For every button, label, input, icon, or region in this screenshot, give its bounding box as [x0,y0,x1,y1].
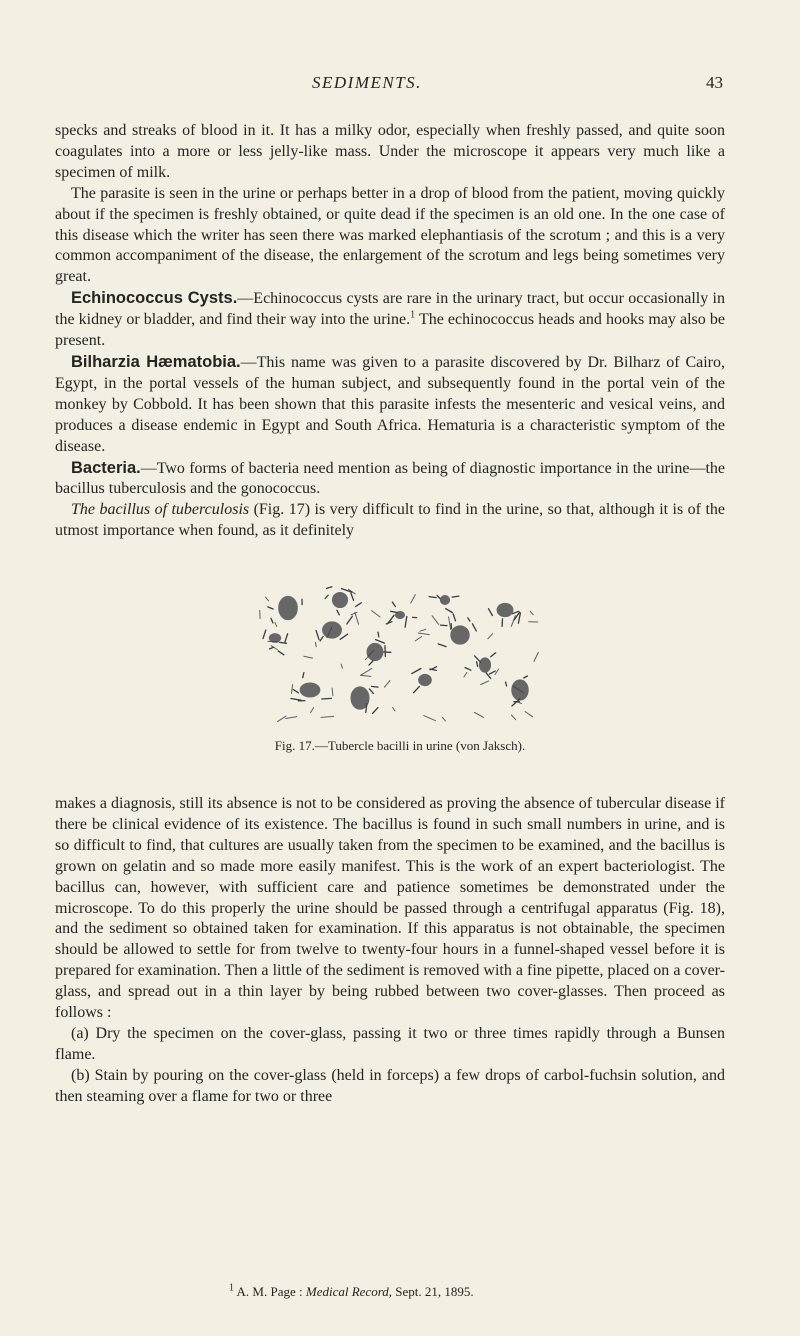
bacillus-rod [464,673,467,678]
bacillus-rod [322,698,332,699]
bacillus-rod [285,634,288,642]
paragraph-bilharzia: Bilharzia Hæmatobia.—This name was given to a parasite discovered by Dr. Bilharz of Cairo, Egypt, in the portal vessels of the human subject, and subsequently found in the portal vein of the monkey by Cobbold. It has been shown that this parasite infests the mesenteric and vesical veins, and produces a disease endemic in Egypt and South Africa. Hematuria is a characteristic symptom of the disease. [55,352,726,455]
bacillus-rod [429,597,436,598]
bacillus-rod [534,652,538,661]
cell-clump [323,622,342,638]
bacillus-rod [442,717,445,721]
paragraph: makes a diagnosis, still its absence is not to be considered as proving the absence of tubercular disease if there be clinical evidence of its existence. The bacillus is found in such small numbers in urine, and is so difficult to find, that cultures are usually taken from the specimen to be examined, and the bacillus is grown on gelatin and so made more easily manifest. This is the work of an expert bacteriologist. The bacillus can, however, with sufficient care and patience sometimes be demonstrated under the microscope. To do this properly the urine should be passed through a centrifugal apparatus (Fig. 18), and the sediment so obtained taken for examination. If this apparatus is not obtainable, the specimen should be allowed to settle for from twelve to twenty-four hours in a funnel-shaped vessel before it is prepared for examination. Then a little of the sediment is removed with a fine pipette, placed on a cover-glass, and spread out in a thin layer by being rubbed between two cover-glasses. Then proceed as follows : [55,795,725,1022]
bacillus-rod [465,668,471,671]
bacillus-rod [481,681,489,685]
bacillus-rod [275,622,277,626]
bacillus-rod [265,597,268,601]
bacillus-rod [268,641,278,642]
bacillus-rod [280,642,287,643]
bacillus-rod [488,634,493,639]
figure-caption: Fig. 17.—Tubercle bacilli in urine (von Jaksch). [274,738,526,753]
bacillus-rod [325,595,328,598]
bacillus-rod [351,612,357,615]
bacillus-rod [438,644,446,647]
page-header [0,73,800,97]
bacillus-rod [373,708,379,714]
footnote-ref: 1 [410,309,416,321]
section-heading: Bacteria. [71,458,141,477]
bacillus-rod [468,618,470,621]
cell-clump [440,596,449,605]
bacillus-rod [530,611,533,615]
cell-clump [332,592,347,607]
bacillus-rod [372,611,381,617]
body-text-top [55,121,725,542]
bacillus-rod [321,716,334,717]
section-heading: Echinococcus Cysts. [71,289,238,308]
bacillus-rod [424,716,436,721]
bacillus-rod [278,716,287,722]
bacillus-rod [392,602,395,607]
bacillus-rod [384,680,390,687]
bacillus-rod [286,717,297,719]
paragraph-step-b: (b) Stain by pouring on the cover-glass (held in forceps) a few drops of carbol-fuchsin solution, and then steaming over a flame for two or three [55,1066,725,1105]
bacillus-rod [304,656,313,658]
bacillus-rod [340,634,347,639]
cell-clump [279,596,298,619]
bacillus-rod [491,653,496,657]
cell-clump [479,658,490,672]
paragraph-bacteria: Bacteria.—Two forms of bacteria need mention as being of diagnostic importance in the urine—the bacillus tuberculosis and the gonococcus. [55,458,725,498]
bacillus-rod [513,611,519,613]
bacillus-rod [311,708,314,713]
bacillus-rod [369,689,373,694]
bacillus-rod [355,612,359,624]
bacillus-rod [453,614,455,621]
bacillus-rod [506,682,507,686]
bacillus-rod [316,631,319,640]
cell-clump [497,603,513,616]
bacillus-rod [525,712,533,717]
bacillus-rod [440,625,447,626]
bacillus-rod [332,688,333,696]
paragraph: The parasite is seen in the urine or perhaps better in a drop of blood from the patient, moving quickly about if the specimen is freshly obtained, or quite dead if the specimen is an old one. In the one case of this disease which the writer has seen there was marked elephantiasis of the scrotum ; and this is a very common accompaniment of the disease, the enlargement of the scrotum and legs being sometimes very great. [55,184,725,286]
cell-clump [300,683,320,697]
bacillus-rod [315,642,316,646]
bacillus-rod [446,609,453,613]
bacillus-rod [511,715,515,720]
bacillus-rod [411,595,416,604]
page-number: 43 [706,73,723,92]
bacillus-rod [511,616,515,627]
cell-clump [367,643,383,660]
bacillus-rod [341,664,342,668]
paragraph-echinococcus: Echinococcus Cysts.—Echinococcus cysts are rare in the urinary tract, but occur occasionally in the kidney or bladder, and find their way into the urine.$^1$ The echinococcus heads and hooks may also be present. [55,289,725,350]
bacillus-rod [347,616,353,624]
bacillus-rod [415,637,421,641]
bacillus-rod [412,669,421,674]
section-heading: Bilharzia Hæmatobia. [71,352,241,371]
bacillus-rod [293,690,298,693]
paragraph: The bacillus of tuberculosis (Fig. 17) is very difficult to find in the urine, so that, although it is of the utmost importance when found, as it definitely [55,501,726,540]
cell-clump [269,634,280,643]
bacillus-rod [495,669,499,675]
bacillus-rod [361,668,371,674]
bacillus-rod [369,661,373,665]
bacillus-rod [337,610,339,615]
bacillus-rod [263,630,266,639]
body-text-bottom [55,794,725,1108]
bacillus-rod [378,632,379,637]
bacillus-rod [393,708,396,712]
bacillus-rod [472,624,476,631]
bacillus-rod [437,595,440,598]
bacillus-rod [360,675,370,676]
bacillus-rod [303,673,304,678]
cell-clump [451,626,469,644]
bacillus-rod [452,596,459,597]
bacillus-rod [418,633,429,635]
bacillus-rod [475,656,481,662]
footnote: $^1$ A. M. Page : Medical Record, Sept. 21, 1895. [229,1282,474,1299]
bacillus-rod [475,713,484,718]
bacillus-rod [327,587,332,589]
paragraph: specks and streaks of blood in it. It has a milky odor, especially when freshly passed, and quite soon coagulates into a more or less jelly-like mass. Under the microscope it appears very much like a specimen of milk. [55,122,725,181]
bacillus-rod [376,640,385,644]
paragraph-step-a: (a) Dry the specimen on the cover-glass, passing it two or three times rapidly through a Bunsen flame. [55,1024,725,1063]
running-head: SEDIMENTS. [312,73,422,92]
bacillus-rod [524,676,528,678]
bacillus-rod [449,617,451,630]
bacillus-rod [356,603,362,607]
bacillus-rod [372,686,379,687]
bacillus-rod [351,593,354,600]
bacillus-rod [271,618,273,623]
bacillus-rod [270,647,274,649]
bacillus-rod [278,651,284,655]
bacillus-rod [477,662,478,667]
bacillus-rod [489,609,493,616]
bacillus-rod [268,607,273,609]
bacillus-rod [292,685,293,694]
bacillus-rod [414,686,420,692]
bacillus-rod [320,637,323,641]
bacillus-rod [489,671,495,674]
bacillus-rod [291,699,301,701]
tubercle-bacilli-illustration [250,580,550,730]
bacillus-rod [432,616,439,625]
cell-clump [419,674,432,685]
bacillus-rod [420,629,426,631]
bacillus-rod [405,617,407,628]
bacillus-rod [391,611,397,612]
